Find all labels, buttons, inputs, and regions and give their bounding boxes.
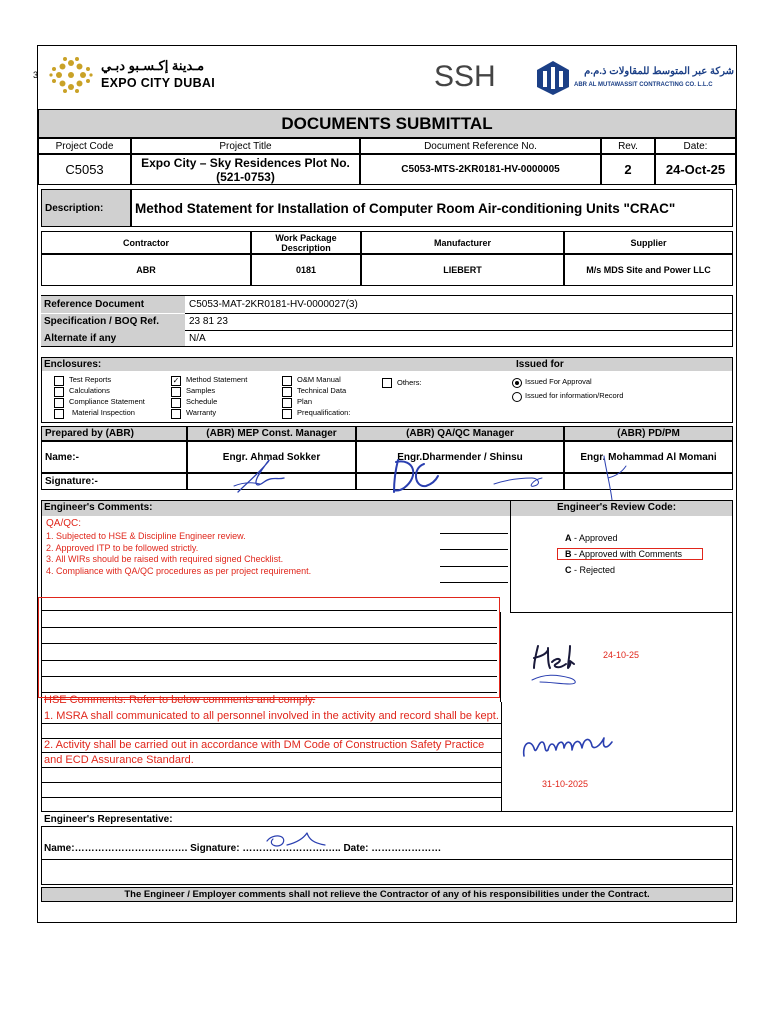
- review-code-c: C - Rejected: [565, 565, 616, 575]
- calculations-label: Calculations: [69, 386, 110, 395]
- enclosures-header-bar: [42, 358, 732, 371]
- spec-label: Specification / BOQ Ref.: [44, 316, 160, 327]
- review-date-2: 31-10-2025: [542, 779, 589, 789]
- review-code-b: B - Approved with Comments: [557, 548, 703, 560]
- spec-value: 23 81 23: [189, 316, 228, 327]
- expo-logo-icon: [46, 55, 96, 95]
- qaqc-heading: QA/QC:: [46, 518, 82, 529]
- pdpm-signature-icon: [596, 452, 636, 507]
- enclosures-label: Enclosures:: [44, 359, 102, 370]
- qaqc-item: 3. All WIRs should be raised with required signed Checklist.: [46, 554, 284, 564]
- method-statement-checkbox[interactable]: ✓: [172, 376, 180, 385]
- disclaimer: The Engineer / Employer comments shall not relieve the Contractor of any of his responsibilities under the Contract.: [41, 887, 733, 902]
- comments-label: Engineer's Comments:: [44, 502, 153, 513]
- technical-data-checkbox[interactable]: [282, 387, 292, 397]
- form-title: DOCUMENTS SUBMITTAL: [38, 109, 736, 138]
- abr-logo-arabic: شركة عبر المتوسط للمقاولات ذ.م.م: [584, 66, 734, 77]
- rev-label: Rev.: [601, 138, 655, 154]
- qaqc-item: 4. Compliance with QA/QC procedures as per project requirement.: [46, 565, 312, 576]
- rev-value: 2: [601, 154, 655, 185]
- manufacturer-label: Manufacturer: [361, 231, 564, 254]
- representative-signature-icon: [263, 829, 333, 851]
- review-date-1: 24-10-25: [603, 650, 640, 660]
- contractor-value: ABR: [41, 254, 251, 286]
- ref-doc-label: Reference Document: [44, 299, 145, 310]
- mep-signature-icon: [228, 452, 288, 497]
- plan-checkbox[interactable]: [282, 398, 292, 408]
- issued-for-label: Issued for: [516, 359, 564, 370]
- compliance-statement-checkbox[interactable]: [54, 398, 64, 408]
- hse-item: 2. Activity shall be carried out in accordance with DM Code of Construction Safety Practice and ECD Assurance Standard.: [44, 739, 485, 766]
- issued-approval-label: Issued For Approval: [525, 377, 592, 386]
- calculations-checkbox[interactable]: [54, 387, 64, 397]
- method-statement-label: Method Statement: [186, 375, 248, 384]
- technical-data-label: Technical Data: [297, 386, 347, 395]
- schedule-checkbox[interactable]: [171, 398, 181, 408]
- project-title: Expo City – Sky Residences Plot No. (521-0753): [131, 154, 360, 185]
- qaqc-name: Engr.Dharmender / Shinsu: [356, 441, 564, 473]
- plan-label: Plan: [297, 397, 313, 406]
- docref-value: C5053-MTS-2KR0181-HV-0000005: [360, 154, 601, 185]
- description-label: Description:: [41, 189, 131, 227]
- date-value: 24-Oct-25: [655, 154, 736, 185]
- name-label: Name:-: [41, 441, 187, 473]
- page-marker: 3: [33, 70, 39, 80]
- hse-heading: HSE Comments: Refer to below comments and comply.: [44, 694, 316, 706]
- issued-approval-radio[interactable]: [512, 378, 522, 388]
- project-title-label: Project Title: [131, 138, 360, 154]
- contractor-label: Contractor: [41, 231, 251, 254]
- abr-logo-icon: [535, 60, 571, 96]
- prequalification-label: Prequalification:: [297, 408, 351, 417]
- material-inspection-checkbox[interactable]: [54, 409, 64, 419]
- samples-label: Samples: [186, 386, 216, 395]
- hse-signature-icon: [520, 728, 620, 768]
- ref-doc-value: C5053-MAT-2KR0181-HV-0000027(3): [189, 299, 358, 310]
- description-value: Method Statement for Installation of Computer Room Air-conditioning Units "CRAC": [131, 189, 733, 227]
- warranty-label: Warranty: [186, 408, 217, 417]
- prequalification-checkbox[interactable]: [282, 409, 292, 419]
- pdpm-label: (ABR) PD/PM: [564, 426, 733, 441]
- qaqc-item: 2. Approved ITP to be followed strictly.: [46, 542, 199, 553]
- pdpm-name: Engr. Mohammad Al Momani: [564, 441, 733, 473]
- issued-info-radio[interactable]: [512, 392, 522, 402]
- review-code-a: A - Approved: [565, 533, 618, 543]
- docref-label: Document Reference No.: [360, 138, 601, 154]
- work-package-label: Work Package Description: [251, 231, 361, 254]
- hse-item: 1. MSRA shall communicated to all personnel involved in the activity and record shall be kept.: [44, 710, 499, 722]
- compliance-statement-label: Compliance Statement: [69, 397, 145, 406]
- project-code: C5053: [38, 154, 131, 185]
- mep-label: (ABR) MEP Const. Manager: [187, 426, 356, 441]
- test-reports-label: Test Reports: [69, 375, 112, 384]
- project-code-label: Project Code: [38, 138, 131, 154]
- om-manual-label: O&M Manual: [297, 375, 341, 384]
- material-inspection-label: Material Inspection: [72, 408, 135, 417]
- qaqc-label: (ABR) QA/QC Manager: [356, 426, 564, 441]
- issued-info-label: Issued for information/Record: [525, 391, 624, 400]
- mep-name: Engr. Ahmad Sokker: [187, 441, 356, 473]
- representative-block: [41, 826, 733, 885]
- others-checkbox[interactable]: [382, 378, 392, 388]
- signature-label: Signature:-: [41, 473, 187, 490]
- alt-value: N/A: [189, 333, 206, 344]
- highlight-box: [38, 597, 500, 698]
- others-label: Others:: [397, 378, 422, 387]
- representative-name-line: Name:……………………………. Signature: …………………….….. Date: …………………: [44, 843, 442, 854]
- warranty-checkbox[interactable]: [171, 409, 181, 419]
- expo-logo-text: EXPO CITY DUBAI: [101, 76, 216, 90]
- schedule-label: Schedule: [186, 397, 218, 406]
- representative-label: Engineer's Representative:: [44, 814, 173, 825]
- qaqc-item: 1. Subjected to HSE & Discipline Engineer review.: [46, 531, 246, 541]
- expo-logo-arabic: مـدينة إكـسـبو دبـي: [101, 58, 205, 73]
- prepared-label: Prepared by (ABR): [41, 426, 187, 441]
- samples-checkbox[interactable]: [171, 387, 181, 397]
- qaqc-signature-icon: [386, 452, 446, 497]
- alt-label: Alternate if any: [44, 333, 117, 344]
- work-package-value: 0181: [251, 254, 361, 286]
- supplier-label: Supplier: [564, 231, 733, 254]
- pdpm-signature-cell: [564, 473, 733, 490]
- qaqc-comments: [46, 531, 311, 577]
- manufacturer-value: LIEBERT: [361, 254, 564, 286]
- review-code-label: Engineer's Review Code:: [557, 502, 677, 513]
- mep-manager-signature-icon: [492, 456, 552, 496]
- ssh-logo: SSH: [434, 60, 496, 93]
- supplier-value: M/s MDS Site and Power LLC: [564, 254, 733, 286]
- date-label: Date:: [655, 138, 736, 154]
- abr-logo-text: ABR AL MUTAWASSIT CONTRACTING CO. L.L.C: [574, 82, 713, 88]
- engineer-signature-icon: [530, 640, 590, 688]
- om-manual-checkbox[interactable]: [282, 376, 292, 386]
- test-reports-checkbox[interactable]: [54, 376, 64, 386]
